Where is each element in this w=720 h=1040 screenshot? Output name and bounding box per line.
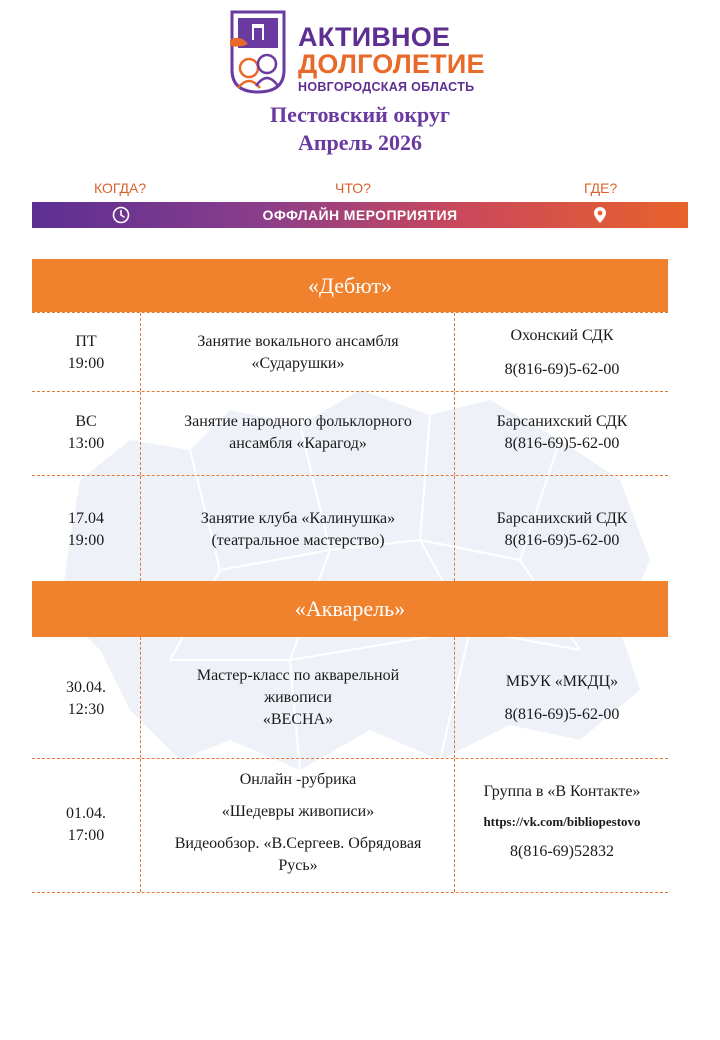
month-title: Апрель 2026 <box>297 130 423 155</box>
event-title: «Шедевры живописи» <box>221 803 375 820</box>
cell-when <box>32 313 140 391</box>
offline-events-banner <box>32 202 688 228</box>
column-labels <box>32 180 688 198</box>
table-row <box>32 391 668 475</box>
table-row <box>32 758 668 893</box>
cell-when <box>32 759 140 892</box>
cell-when <box>32 476 140 581</box>
label-what: ЧТО? <box>335 180 371 196</box>
phone: 8(816-69)5-62-00 <box>504 435 620 452</box>
event-time: 12:30 <box>67 701 105 718</box>
venue: МБУК «МКДЦ» <box>505 673 619 690</box>
cell-when <box>32 637 140 758</box>
event-title: Онлайн -рубрика <box>239 771 357 788</box>
cell-what <box>140 759 455 892</box>
phone: 8(816-69)5-62-00 <box>504 532 620 549</box>
logo-title-line1: АКТИВНОЕ <box>298 22 451 52</box>
cell-what <box>140 637 455 758</box>
phone: 8(816-69)5-62-00 <box>504 706 620 723</box>
schedule-table <box>32 259 668 893</box>
event-time: 19:00 <box>67 355 105 372</box>
section-header-debut: «Дебют» <box>32 259 668 312</box>
venue: Барсанихский СДК <box>496 510 628 527</box>
emblem-icon <box>228 10 288 94</box>
cell-where <box>454 313 669 391</box>
logo-region: НОВГОРОДСКАЯ ОБЛАСТЬ <box>298 80 475 94</box>
event-day: ПТ <box>75 333 97 350</box>
venue: Охонский СДК <box>510 327 614 344</box>
event-date: 01.04. <box>66 805 106 822</box>
table-row <box>32 312 668 391</box>
section-header-akvarel: «Акварель» <box>32 581 668 637</box>
event-description: Видеообзор. «В.Сергеев. Обрядовая <box>174 835 422 852</box>
banner-label: ОФФЛАЙН МЕРОПРИЯТИЯ <box>262 207 458 223</box>
phone: 8(816-69)5-62-00 <box>504 361 620 378</box>
venue: Барсанихский СДК <box>496 413 628 430</box>
table-row <box>32 475 668 581</box>
event-title: «ВЕСНА» <box>262 711 334 728</box>
event-date: 17.04 <box>68 510 104 527</box>
location-pin-icon <box>593 206 607 224</box>
event-title: ансамбля «Карагод» <box>229 435 367 452</box>
event-title: живописи <box>264 689 332 706</box>
table-row <box>32 637 668 758</box>
event-time: 13:00 <box>67 435 105 452</box>
cell-what <box>140 476 455 581</box>
event-time: 19:00 <box>67 532 105 549</box>
event-title: (театральное мастерство) <box>211 532 385 549</box>
logo-title-line2: ДОЛГОЛЕТИЕ <box>298 49 485 79</box>
label-when: КОГДА? <box>94 180 147 196</box>
logo <box>228 10 498 96</box>
cell-where <box>454 476 669 581</box>
event-day: ВС <box>75 413 97 430</box>
phone: 8(816-69)52832 <box>510 843 614 860</box>
event-time: 17:00 <box>67 827 105 844</box>
event-title: Мастер-класс по акварельной <box>196 667 400 684</box>
event-title: «Сударушки» <box>251 355 345 372</box>
cell-where <box>454 759 669 892</box>
venue: Группа в «В Контакте» <box>483 783 641 800</box>
cell-what <box>140 313 455 391</box>
label-where: ГДЕ? <box>584 180 618 196</box>
cell-where <box>454 637 669 758</box>
cell-what <box>140 392 455 475</box>
event-title: Занятие вокального ансамбля <box>197 333 399 350</box>
vk-link[interactable]: https://vk.com/bibliopestovo <box>483 814 641 829</box>
event-title: Занятие народного фольклорного <box>184 413 412 430</box>
cell-when <box>32 392 140 475</box>
event-description: Русь» <box>278 857 318 874</box>
cell-where <box>454 392 669 475</box>
event-date: 30.04. <box>66 679 106 696</box>
district-title: Пестовский округ <box>270 102 450 127</box>
event-title: Занятие клуба «Калинушка» <box>200 510 396 527</box>
